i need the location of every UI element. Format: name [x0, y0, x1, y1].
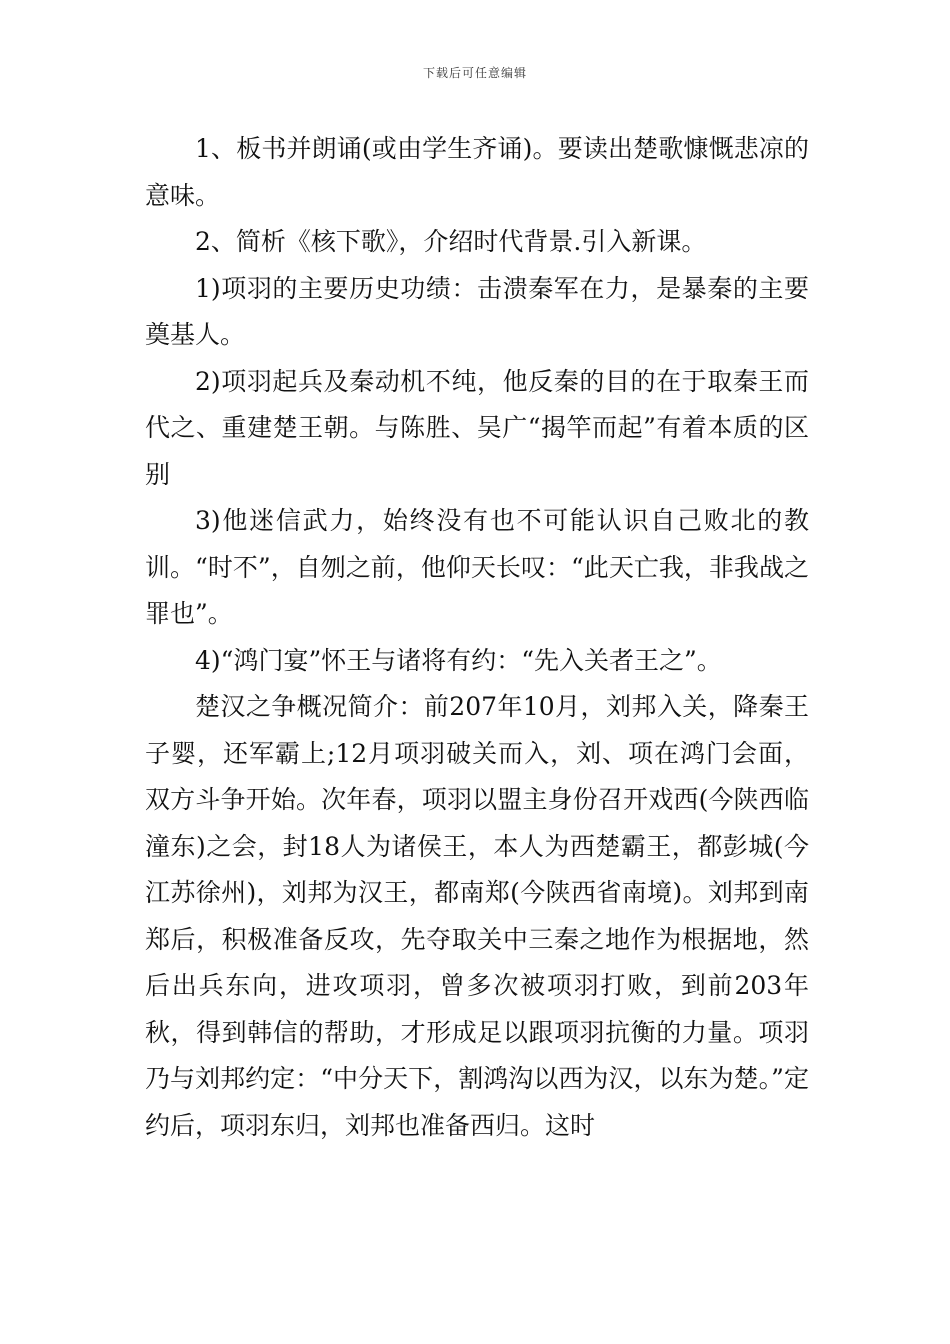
paragraph-7: 楚汉之争概况简介：前207年10月，刘邦入关，降秦王子婴，还军霸上;12月项羽破关而入，刘、项在鸿门会面，双方斗争开始。次年春，项羽以盟主身份召开戏西(今陕西临潼东)之会，封18人为诸侯王，本人为西楚霸王，都彭城(今江苏徐州)，刘邦为汉王，都南郑(今陕西省南境)。刘邦到南郑后，积极准备反攻，先夺取关中三秦之地作为根据地，然后出兵东向，进攻项羽，曾多次被项羽打败，到前203年秋，得到韩信的帮助，才形成足以跟项羽抗衡的力量。项羽乃与刘邦约定：“中分天下，割鸿沟以西为汉，以东为楚。”定约后，项羽东归，刘邦也准备西归。这时	[145, 692, 809, 1140]
paragraph-6: 4)“鸿门宴”怀王与诸将有约：“先入关者王之”。	[195, 645, 722, 675]
page-header: 下载后可任意编辑	[422, 66, 527, 80]
document-body	[145, 126, 809, 1149]
paragraph-1: 1、板书并朗诵(或由学生齐诵)。要读出楚歌慷慨悲凉的意味。	[145, 134, 809, 210]
paragraph-3: 1)项羽的主要历史功绩：击溃秦军在力，是暴秦的主要奠基人。	[145, 273, 809, 349]
paragraph-5: 3)他迷信武力，始终没有也不可能认识自己败北的教训。“时不”，自刎之前，他仰天长叹：“此天亡我，非我战之罪也”。	[145, 506, 809, 628]
paragraph-4: 2)项羽起兵及秦动机不纯，他反秦的目的在于取秦王而代之、重建楚王朝。与陈胜、吴广“揭竿而起”有着本质的区别	[145, 366, 809, 489]
paragraph-2: 2、简析《核下歌》，介绍时代背景.引入新课。	[195, 227, 707, 256]
